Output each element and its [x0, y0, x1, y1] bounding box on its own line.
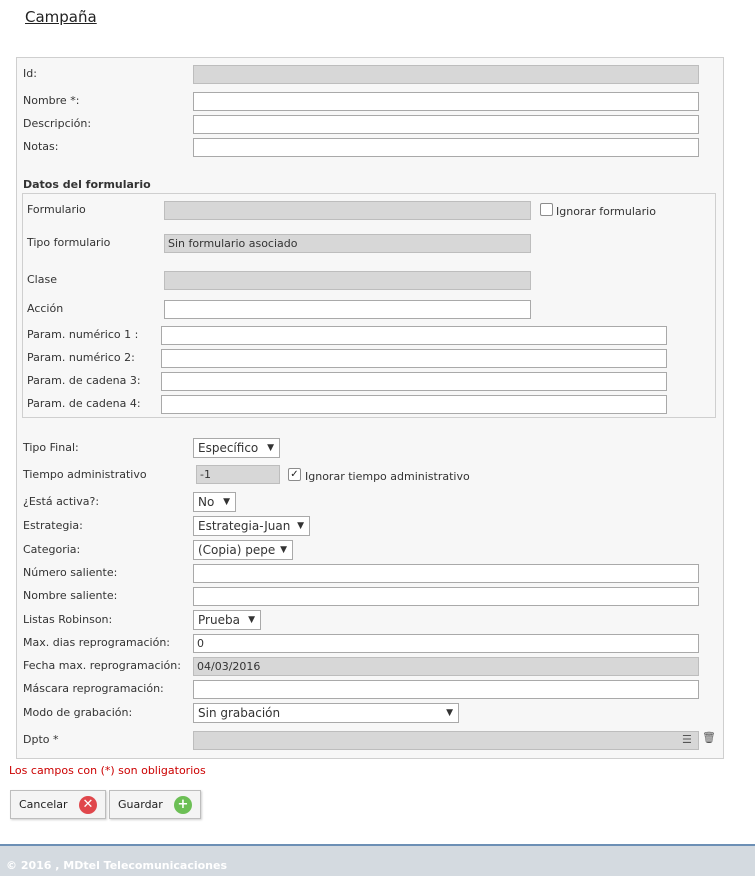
chevron-down-icon: ▼	[248, 615, 255, 625]
param-cad3-input[interactable]	[161, 372, 667, 391]
notas-label: Notas:	[23, 140, 59, 153]
param-cad4-label: Param. de cadena 4:	[27, 397, 141, 410]
chevron-down-icon: ▼	[446, 708, 453, 718]
nombre-input[interactable]	[193, 92, 699, 111]
mascara-input[interactable]	[193, 680, 699, 699]
nombre-saliente-label: Nombre saliente:	[23, 589, 118, 602]
listas-robinson-value: Prueba	[198, 613, 240, 627]
footer: © 2016 , MDtel Telecomunicaciones	[0, 844, 755, 876]
list-icon[interactable]: ☰	[682, 733, 692, 746]
param-num1-label: Param. numérico 1 :	[27, 328, 139, 341]
estrategia-value: Estrategia-Juan	[198, 519, 291, 533]
param-cad3-label: Param. de cadena 3:	[27, 374, 141, 387]
ignorar-tiempo-checkbox[interactable]: ✓	[288, 468, 301, 481]
param-num2-label: Param. numérico 2:	[27, 351, 135, 364]
accion-label: Acción	[27, 302, 64, 315]
categoria-value: (Copia) pepe	[198, 543, 276, 557]
id-field	[193, 65, 699, 84]
modo-grabacion-label: Modo de grabación:	[23, 706, 133, 719]
form-section-title: Datos del formulario	[23, 178, 151, 191]
tipo-final-value: Específico	[198, 441, 259, 455]
esta-activa-value: No	[198, 495, 215, 509]
esta-activa-label: ¿Está activa?:	[23, 495, 100, 508]
save-button-label: Guardar	[118, 798, 163, 811]
id-label: Id:	[23, 67, 37, 80]
ignorar-tiempo-label: Ignorar tiempo administrativo	[305, 470, 470, 483]
chevron-down-icon: ▼	[297, 521, 304, 531]
numero-saliente-label: Número saliente:	[23, 566, 118, 579]
chevron-down-icon: ▼	[267, 443, 274, 453]
estrategia-label: Estrategia:	[23, 519, 83, 532]
tipo-formulario-field: Sin formulario asociado	[164, 234, 531, 253]
modo-grabacion-select[interactable]	[193, 703, 459, 723]
ignorar-formulario-checkbox[interactable]	[540, 203, 553, 216]
trash-icon[interactable]: 🗑	[702, 731, 716, 744]
required-note: Los campos con (*) son obligatorios	[9, 764, 206, 777]
param-num2-input[interactable]	[161, 349, 667, 368]
numero-saliente-input[interactable]	[193, 564, 699, 583]
descripcion-input[interactable]	[193, 115, 699, 134]
plus-icon: +	[174, 796, 192, 814]
max-dias-label: Max. dias reprogramación:	[23, 636, 170, 649]
modo-grabacion-value: Sin grabación	[198, 706, 281, 720]
tipo-formulario-label: Tipo formulario	[27, 236, 111, 249]
page-title: Campaña	[25, 8, 97, 26]
dpto-label: Dpto *	[23, 733, 59, 746]
notas-input[interactable]	[193, 138, 699, 157]
param-cad4-input[interactable]	[161, 395, 667, 414]
cancel-button[interactable]	[10, 790, 106, 819]
listas-robinson-select[interactable]	[193, 610, 261, 630]
tiempo-admin-field: -1	[196, 465, 280, 484]
esta-activa-select[interactable]	[193, 492, 236, 512]
tipo-final-label: Tipo Final:	[23, 441, 79, 454]
nombre-saliente-input[interactable]	[193, 587, 699, 606]
max-dias-input[interactable]: 0	[193, 634, 699, 653]
chevron-down-icon: ▼	[280, 545, 287, 555]
mascara-label: Máscara reprogramación:	[23, 682, 164, 695]
categoria-select[interactable]	[193, 540, 293, 560]
listas-robinson-label: Listas Robinson:	[23, 613, 113, 626]
fecha-max-label: Fecha max. reprogramación:	[23, 659, 181, 672]
nombre-label: Nombre *:	[23, 94, 80, 107]
estrategia-select[interactable]	[193, 516, 310, 536]
formulario-label: Formulario	[27, 203, 86, 216]
descripcion-label: Descripción:	[23, 117, 92, 130]
tipo-final-select[interactable]	[193, 438, 280, 458]
formulario-field	[164, 201, 531, 220]
accion-input[interactable]	[164, 300, 531, 319]
categoria-label: Categoria:	[23, 543, 81, 556]
fecha-max-field: 04/03/2016	[193, 657, 699, 676]
ignorar-formulario-label: Ignorar formulario	[556, 205, 656, 218]
cancel-button-label: Cancelar	[19, 798, 68, 811]
dpto-field	[193, 731, 699, 750]
tiempo-admin-label: Tiempo administrativo	[23, 468, 147, 481]
param-num1-input[interactable]	[161, 326, 667, 345]
clase-label: Clase	[27, 273, 57, 286]
cancel-icon: ✕	[79, 796, 97, 814]
chevron-down-icon: ▼	[223, 497, 230, 507]
clase-field	[164, 271, 531, 290]
save-button[interactable]	[109, 790, 201, 819]
